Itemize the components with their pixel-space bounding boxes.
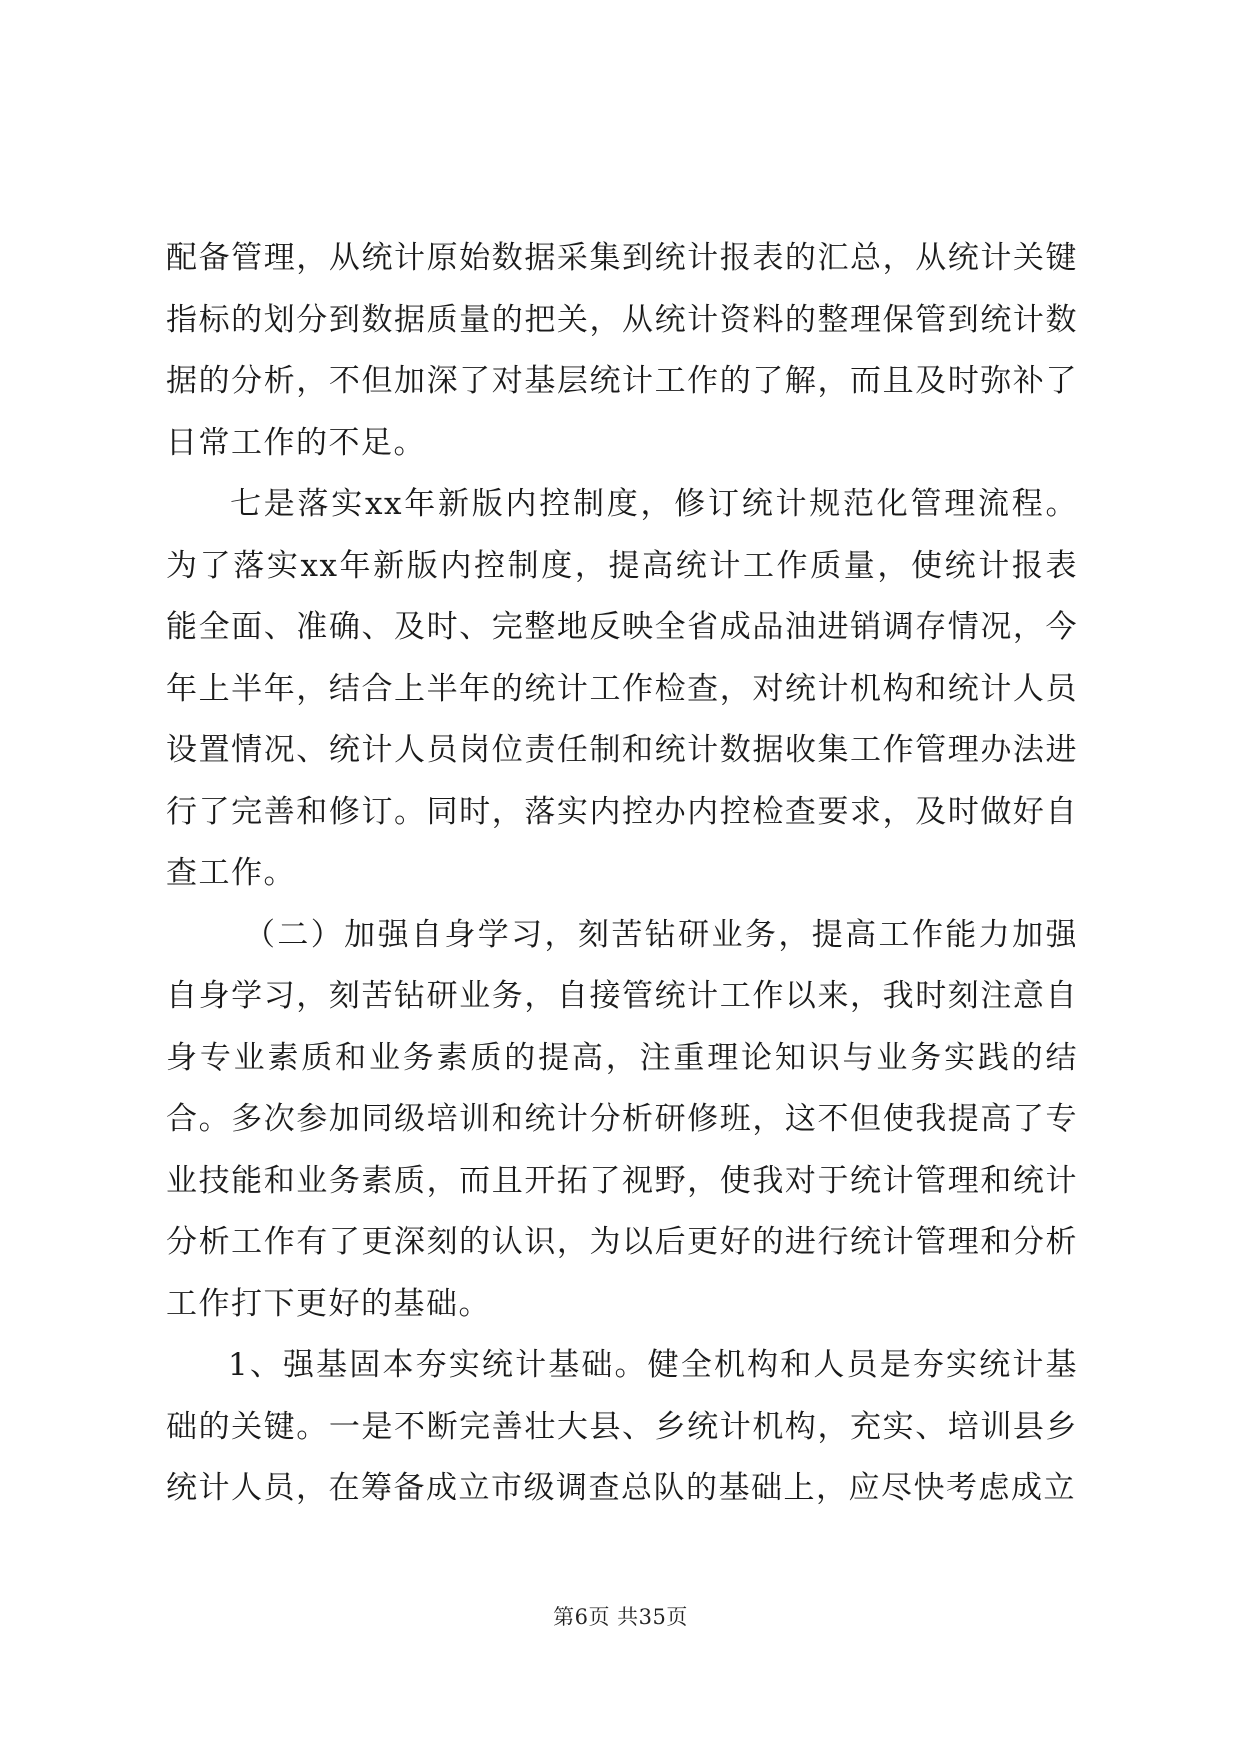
document-body (166, 228, 1078, 1520)
paragraph-section-two: （二）加强自身学习，刻苦钻研业务，提高工作能力加强自身学习，刻苦钻研业务，自接管统计工作以来，我时刻注意自身专业素质和业务素质的提高，注重理论知识与业务实践的结合。多次参加同级培训和统计分析研修班，这不但使我提高了专业技能和业务素质，而且开拓了视野，使我对于统计管理和统计分析工作有了更深刻的认识，为以后更好的进行统计管理和分析工作打下更好的基础。 (166, 916, 1078, 1322)
page-number-footer: 第6页 共35页 (553, 1605, 688, 1629)
paragraph-item-seven: 七是落实xx年新版内控制度，修订统计规范化管理流程。为了落实xx年新版内控制度，提高统计工作质量，使统计报表能全面、准确、及时、完整地反映全省成品油进销调存情况，今年上半年，结合上半年的统计工作检查，对统计机构和统计人员设置情况、统计人员岗位责任制和统计数据收集工作管理办法进行了完善和修订。同时，落实内控办内控检查要求，及时做好自查工作。 (166, 486, 1078, 891)
paragraph-continuation: 配备管理，从统计原始数据采集到统计报表的汇总，从统计关键指标的划分到数据质量的把关，从统计资料的整理保管到统计数据的分析，不但加深了对基层统计工作的了解，而且及时弥补了日常工作的不足。 (166, 240, 1078, 461)
paragraph-item-one: 1、强基固本夯实统计基础。健全机构和人员是夯实统计基础的关键。一是不断完善壮大县、乡统计机构，充实、培训县乡统计人员，在筹备成立市级调查总队的基础上，应尽快考虑成立 (166, 1347, 1078, 1506)
